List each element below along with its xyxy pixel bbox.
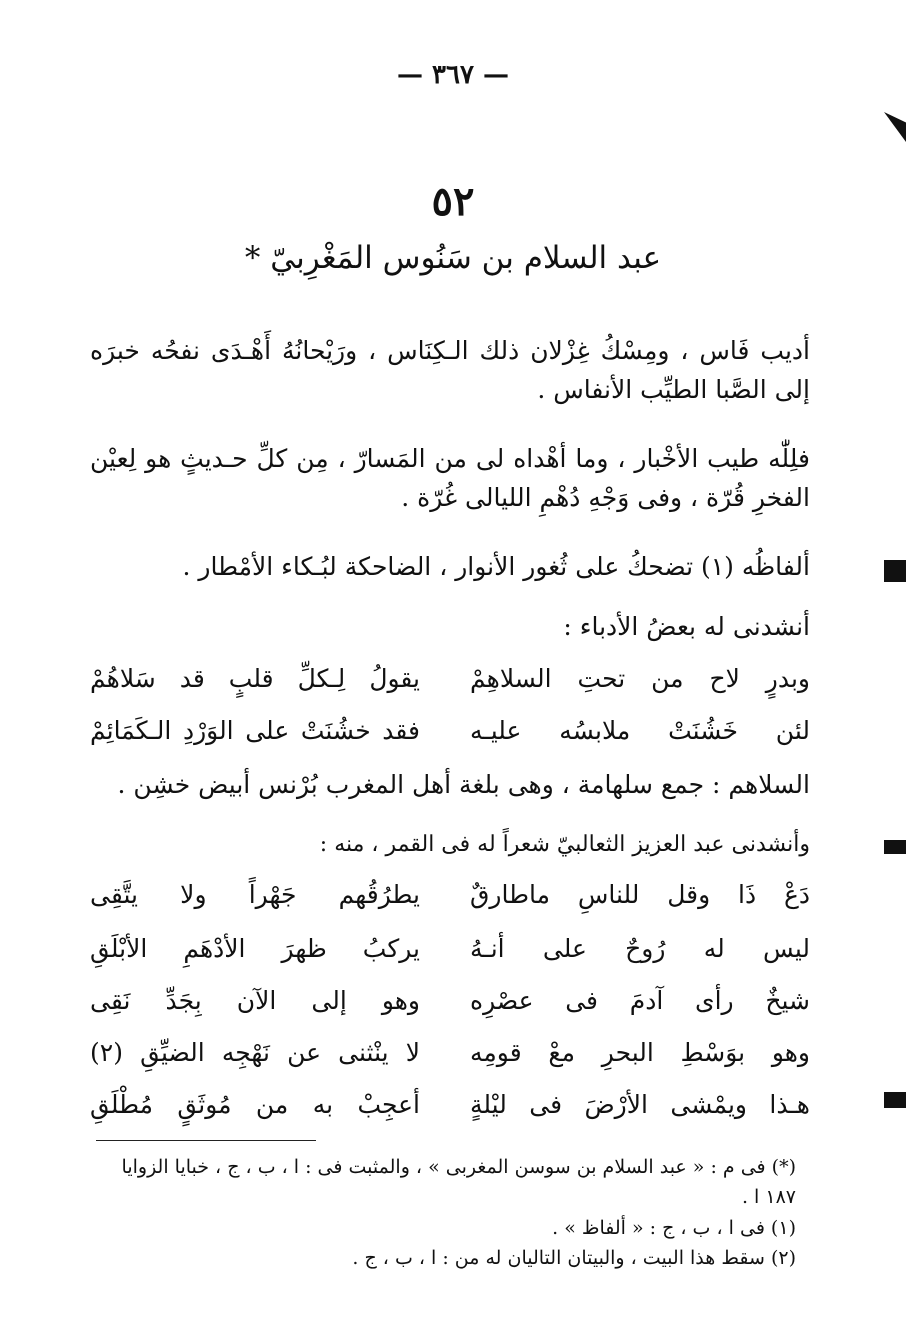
hemistich-first: شيخٌ رأى آدمَ فى عصْرِه <box>470 986 810 1015</box>
page-number: — ٣٦٧ — <box>396 60 510 90</box>
gloss-line: السلاهم : جمع سلهامة ، وهى بلغة أهل المغرب بُرْنس أبيض خشِن . <box>117 770 810 799</box>
poem2-verse-1 <box>90 880 810 928</box>
paragraph-recitation: أنشدنى له بعضُ الأدباء : <box>563 612 810 641</box>
entry-number: ٥٢ <box>431 178 475 225</box>
hemistich-second: أعجِبْ به من مُوثَقٍ مُطْلَقِ <box>90 1090 420 1119</box>
footnotes <box>96 1152 796 1274</box>
poem2-verse-3 <box>90 986 810 1034</box>
hemistich-second: لا ينْثنى عن نَهْجِه الضيِّقِ (٢) <box>90 1038 420 1067</box>
hemistich-second: يركبُ ظهرَ الأدْهَمِ الأبْلَقِ <box>90 934 420 963</box>
hemistich-first: وبدرٍ لاح من تحتِ السلاهِمْ <box>470 664 810 693</box>
hemistich-second: يقولُ لِـكلِّ قلبٍ قد سَلاهُمْ <box>90 664 420 693</box>
poem1-verse-1 <box>90 664 810 712</box>
edge-marker-mark <box>884 560 906 582</box>
footnote-divider <box>96 1140 316 1141</box>
hemistich-second: فقد خشُنَتْ على الوَرْدِ الـكَمَائِمْ <box>90 716 420 745</box>
footnote-star: (*) فى م : « عبد السلام بن سوسن المغربى » ، والمثبت فى : ا ، ب ، ج ، خبايا الزوايا ١٨٧ ا . <box>121 1156 796 1209</box>
hemistich-second: وهو إلى الآن بِجَدِّ نَقِى <box>90 986 420 1015</box>
hemistich-first: دَعْ ذَا وقل للناسِ ماطارقٌ <box>470 880 810 909</box>
hemistich-first: لئن خَشُنَتْ ملابسُه عليـه <box>470 716 810 745</box>
hemistich-first: هـذا ويمْشى الأرْضَ فى ليْلةٍ <box>470 1090 810 1119</box>
edge-marker-mark <box>884 1092 906 1108</box>
entry-title: عبد السلام بن سَنُوس المَغْرِبيّ * <box>244 240 662 276</box>
poem2-verse-4 <box>90 1038 810 1086</box>
poem2-verse-5 <box>90 1090 810 1138</box>
poem2-verse-2 <box>90 934 810 982</box>
footnote-2: (٢) سقط هذا البيت ، والبيتان التاليان له من : ا ، ب ، ج . <box>352 1247 796 1270</box>
paragraph-words: ألفاظُه (١) تضحكُ على ثُغور الأنوار ، الضاحكة لبُـكاء الأمْطار . <box>182 552 810 581</box>
edge-marker-mark <box>884 840 906 854</box>
paragraph-praise: فلِلّٰه طيب الأخْبار ، وما أهْداه لى من المَسارّ ، مِن كلِّ حـديثٍ هو لِعيْن الفخرِ قُرّة ، وفى وَجْهِ دُهْمِ الليالى غُرّة . <box>90 444 810 512</box>
edge-marker-mark <box>884 112 906 142</box>
hemistich-first: ليس له رُوحٌ على أنـهُ <box>470 934 810 963</box>
footnote-1: (١) فى ا ، ب ، ج : « ألفاظ » . <box>552 1216 796 1239</box>
hemistich-second: يطرُقُهم جَهْراً ولا يتَّقِى <box>90 880 420 909</box>
hemistich-first: وهو بوَسْطِ البحرِ معْ قومِه <box>470 1038 810 1067</box>
poem1-verse-2 <box>90 716 810 764</box>
poem2-intro: وأنشدنى عبد العزيز الثعالبيّ شعراً له فى القمر ، منه : <box>319 832 810 857</box>
paragraph-intro: أديب فَاس ، ومِسْكُ غِزْلان ذلك الـكِنَاس ، ورَيْحانُهُ أَهْـدَى نفحُه خبرَه إلى الصَّبا الطيِّب الأنفاس . <box>90 336 810 404</box>
